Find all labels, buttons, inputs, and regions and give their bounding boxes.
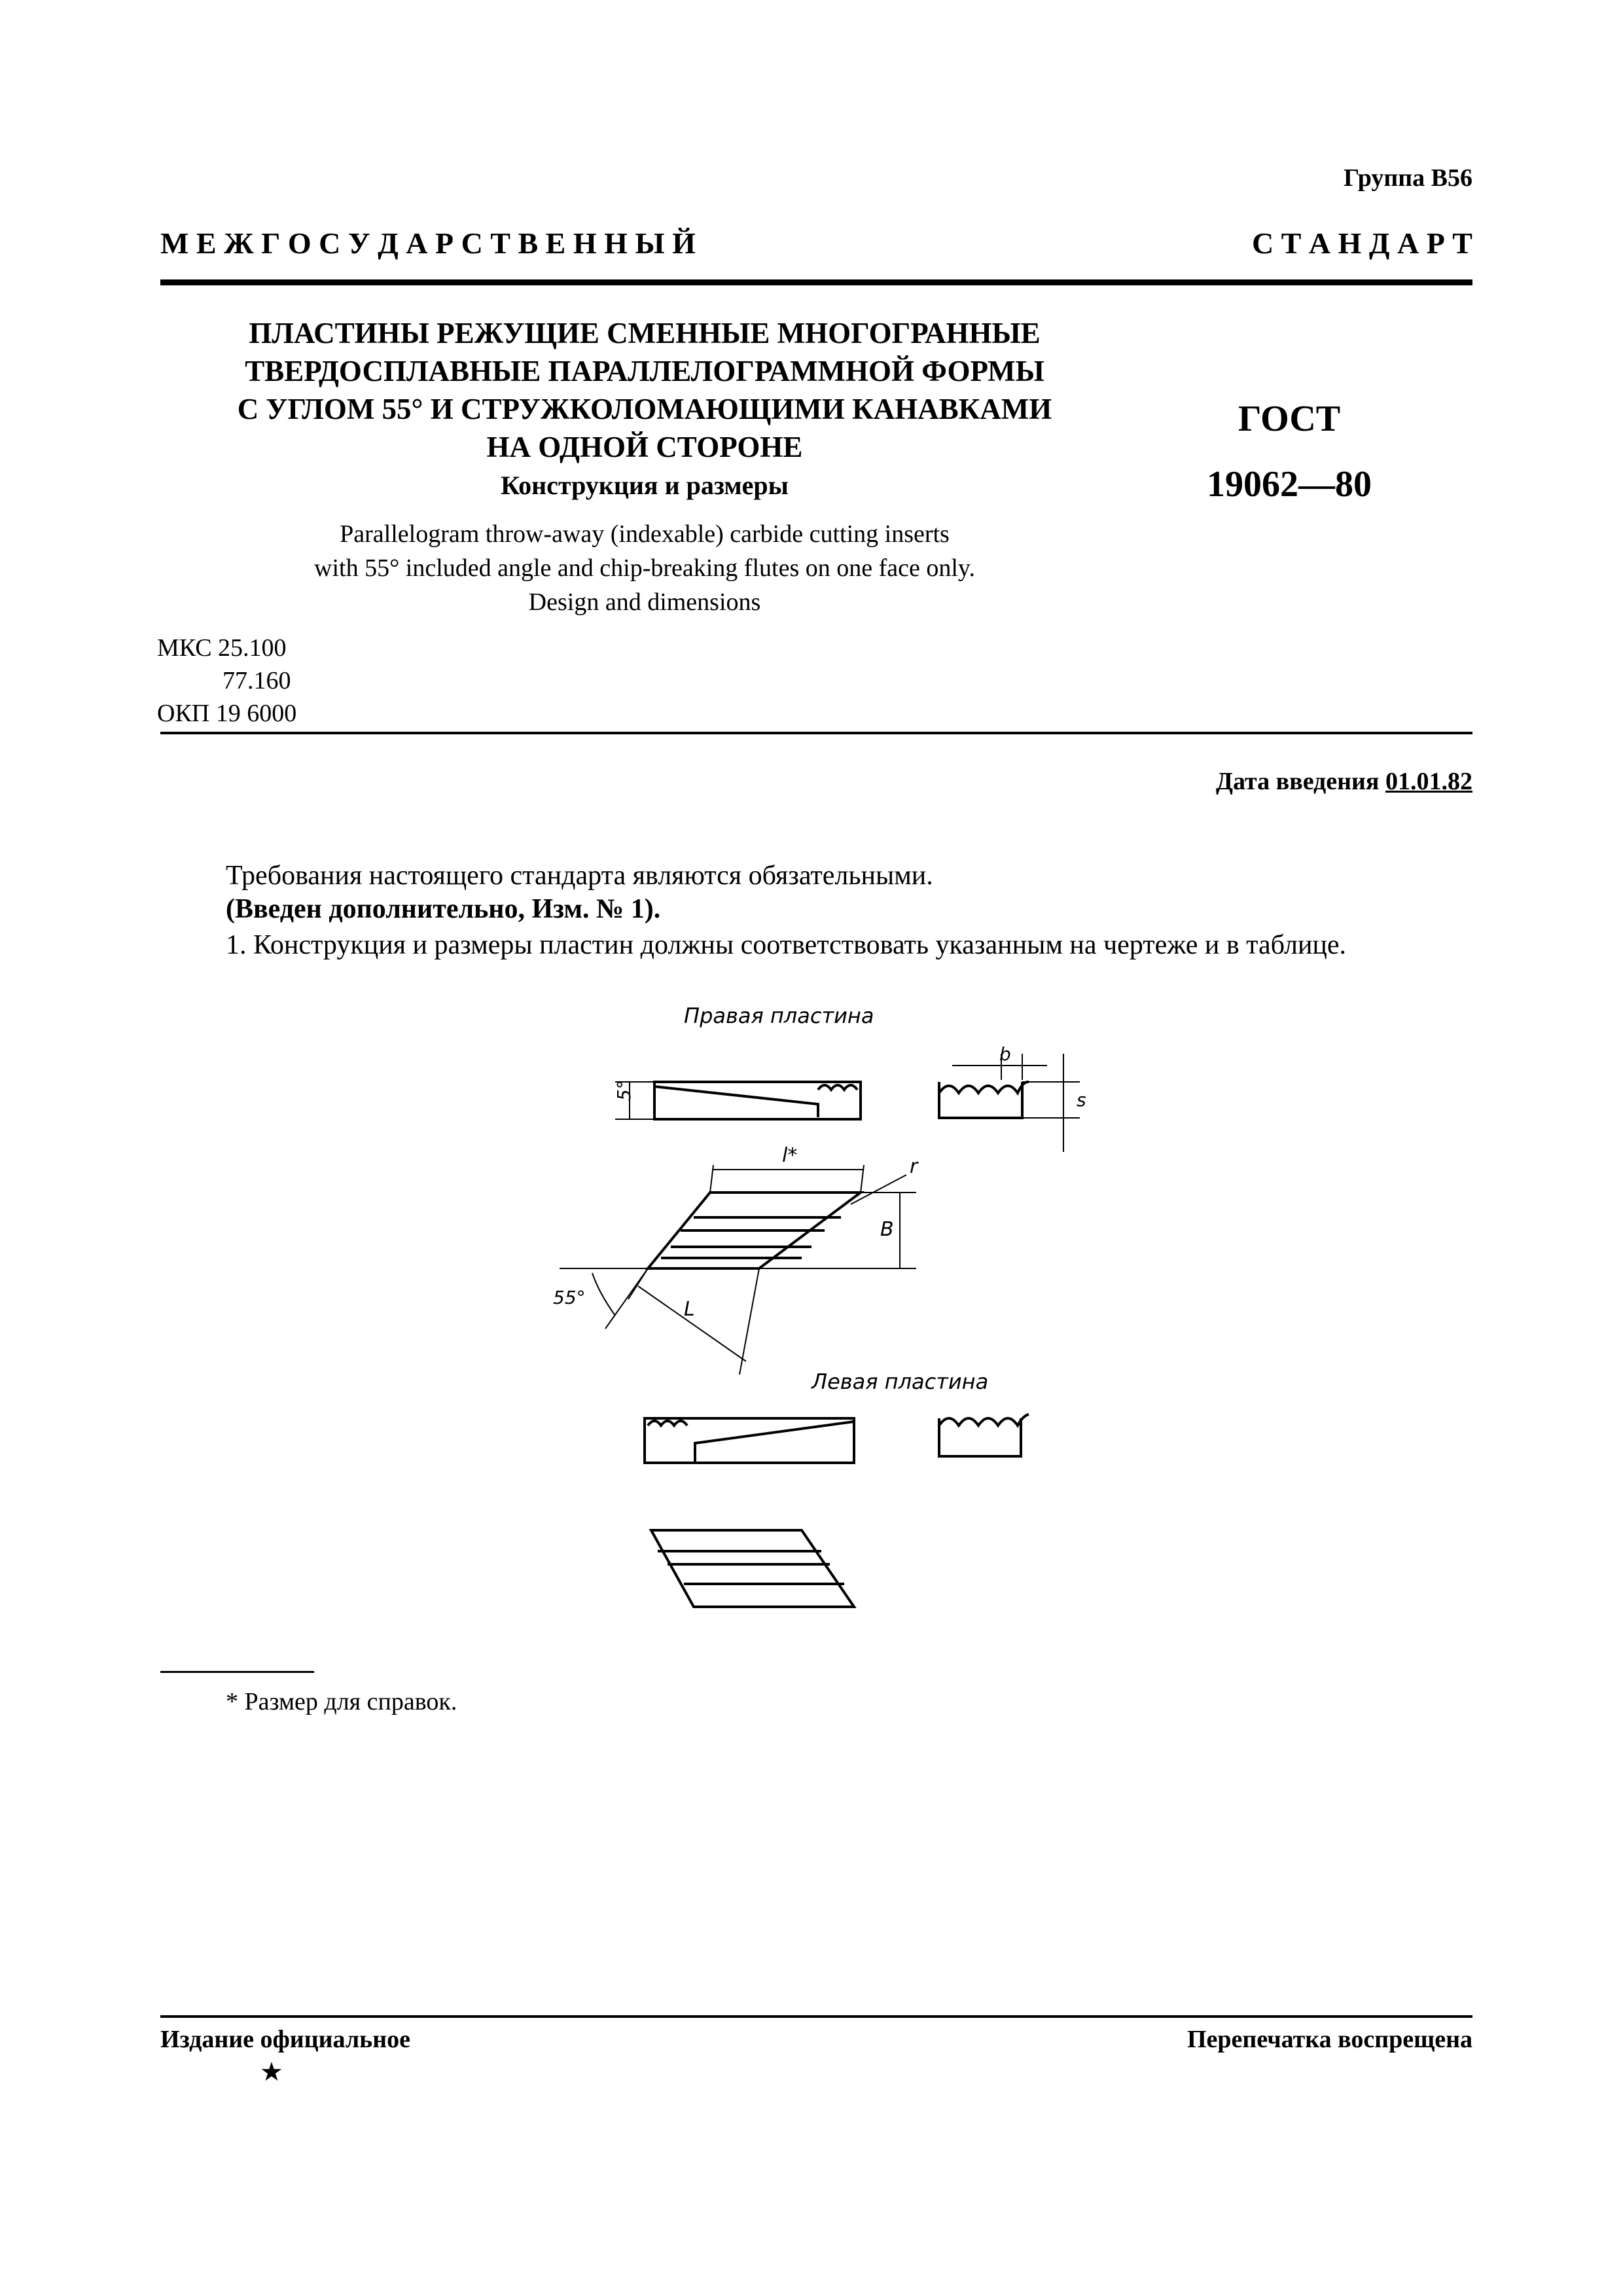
- right-insert-caption: Правая пластина: [684, 1003, 874, 1028]
- right-plan-view: [553, 1144, 919, 1374]
- date-label: Дата введения: [1215, 768, 1385, 795]
- english-title-line: with 55° included angle and chip-breaking flutes on one face only.: [314, 554, 975, 582]
- l-star-label: l*: [782, 1144, 798, 1167]
- gost-number: 19062—80: [1207, 464, 1372, 505]
- title-line: С УГЛОМ 55° И СТРУЖКОЛОМАЮЩИМИ КАНАВКАМИ: [237, 393, 1052, 425]
- english-title-line: Design and dimensions: [528, 588, 761, 616]
- standard-word: С Т А Н Д А Р Т: [1251, 226, 1472, 260]
- left-insert-caption: Левая пластина: [812, 1369, 989, 1394]
- official-edition: Издание официальное: [160, 2026, 411, 2053]
- title-line: ТВЕРДОСПЛАВНЫЕ ПАРАЛЛЕЛОГРАММНОЙ ФОРМЫ: [245, 355, 1044, 387]
- mks-code: 77.160: [223, 667, 291, 694]
- gost-label: ГОСТ: [1238, 399, 1341, 439]
- b-label: b: [999, 1043, 1011, 1065]
- date-value: 01.01.82: [1385, 768, 1472, 795]
- left-end-section: [939, 1414, 1029, 1456]
- group-code: Группа В56: [1343, 164, 1472, 192]
- left-side-view: [645, 1418, 854, 1463]
- star-mark: ★: [260, 2057, 283, 2087]
- document-subtitle: Конструкция и размеры: [501, 471, 789, 500]
- title-line: НА ОДНОЙ СТОРОНЕ: [486, 431, 803, 463]
- footnote: * Размер для справок.: [226, 1688, 457, 1715]
- clause-1: 1. Конструкция и размеры пластин должны соответствовать указанным на чертеже и в таблице.: [226, 930, 1347, 960]
- interstate-word: М Е Ж Г О С У Д А Р С Т В Е Н Н Ы Й: [160, 226, 696, 260]
- amendment-note: (Введен дополнительно, Изм. № 1).: [226, 894, 661, 924]
- okp-code: ОКП 19 6000: [157, 700, 297, 727]
- s-label: s: [1077, 1089, 1086, 1111]
- footnote-rule: [160, 1671, 314, 1673]
- left-plan-view: [651, 1530, 854, 1607]
- right-side-view: [613, 1080, 861, 1119]
- right-end-section: [939, 1043, 1086, 1152]
- footer-rule: [160, 2015, 1472, 2018]
- requirement-text: Требования настоящего стандарта являются обязательными.: [226, 861, 933, 891]
- mks-code: МКС 25.100: [157, 634, 287, 662]
- L-label: L: [684, 1298, 695, 1321]
- title-line: ПЛАСТИНЫ РЕЖУЩИЕ СМЕННЫЕ МНОГОГРАННЫЕ: [249, 317, 1041, 350]
- r-label: r: [910, 1155, 918, 1178]
- angle-5-label: 5°: [613, 1080, 635, 1101]
- B-label: B: [880, 1218, 894, 1241]
- reprint-prohibited: Перепечатка воспрещена: [1186, 2026, 1472, 2053]
- english-title-line: Parallelogram throw-away (indexable) carbide cutting inserts: [340, 520, 950, 548]
- angle-55-label: 55°: [553, 1287, 586, 1308]
